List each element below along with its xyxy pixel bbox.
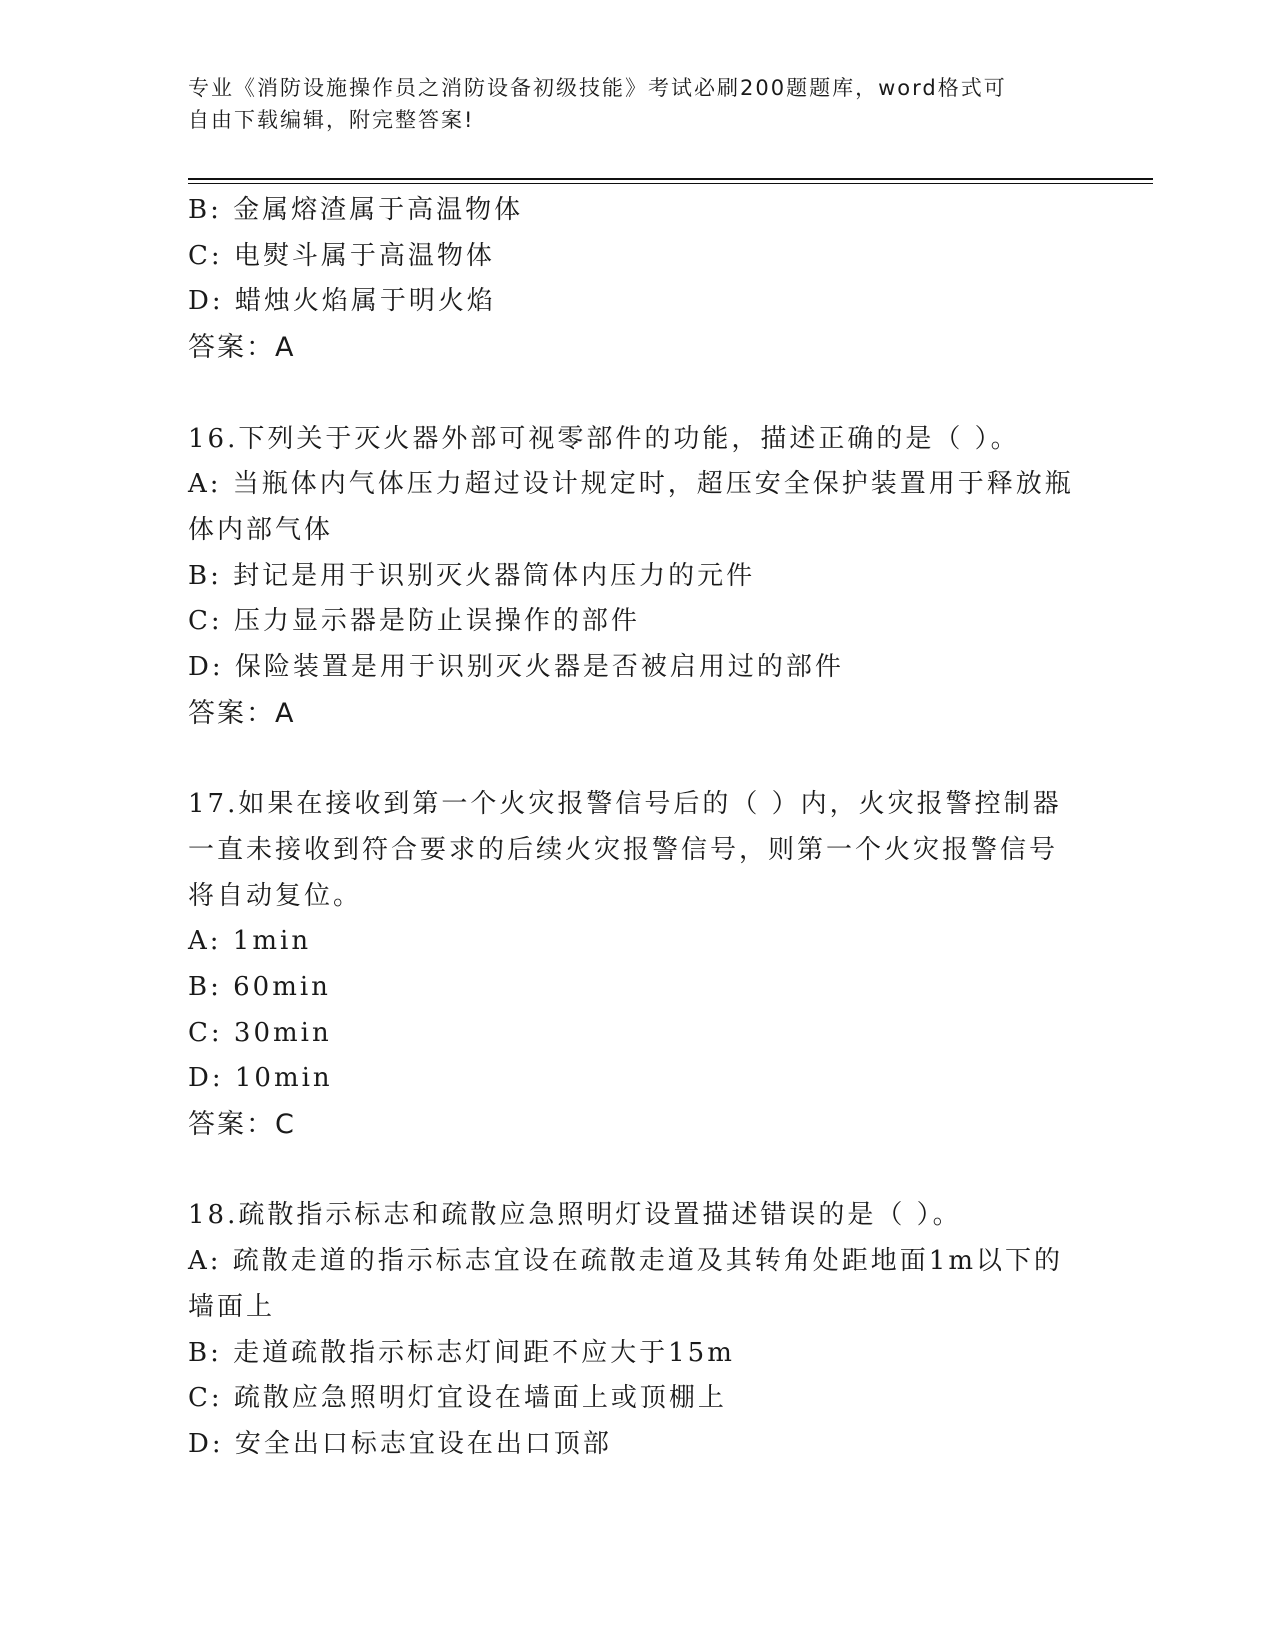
question-stem: 16.下列关于灭火器外部可视零部件的功能，描述正确的是（ ）。 [188, 423, 1020, 454]
question-15-tail [188, 188, 1088, 371]
header-line-2: 自由下载编辑，附完整答案! [188, 108, 475, 132]
question-stem-line-3: 将自动复位。 [188, 880, 363, 911]
answer-label: 答案：A [188, 332, 296, 364]
question-18 [188, 1193, 1088, 1467]
option-b: B: 封记是用于识别灭火器筒体内压力的元件 [188, 560, 756, 591]
question-16 [188, 417, 1088, 737]
option-c: C: 30min [188, 1017, 332, 1048]
option-d: D: 安全出口标志宜设在出口顶部 [188, 1428, 612, 1459]
option-b: B: 60min [188, 971, 331, 1002]
answer-label: 答案：C [188, 1109, 296, 1141]
option-b: B: 金属熔渣属于高温物体 [188, 195, 524, 225]
question-17 [188, 782, 1088, 1148]
option-a-line-2: 墙面上 [188, 1291, 276, 1322]
option-a-line-1: A: 疏散走道的指示标志宜设在疏散走道及其转角处距地面1m以下的 [188, 1246, 1063, 1277]
spacer [188, 1148, 1088, 1194]
option-c: C: 疏散应急照明灯宜设在墙面上或顶棚上 [188, 1383, 727, 1414]
spacer [188, 371, 1088, 417]
header-line-1: 专业《消防设施操作员之消防设备初级技能》考试必刷200题题库，word格式可 [188, 76, 1007, 100]
option-d: D: 10min [188, 1063, 333, 1094]
option-b: B: 走道疏散指示标志灯间距不应大于15m [188, 1337, 735, 1368]
option-a-line-1: A: 当瓶体内气体压力超过设计规定时，超压安全保护装置用于释放瓶 [188, 469, 1074, 500]
option-c: C: 压力显示器是防止误操作的部件 [188, 606, 640, 637]
option-a-line-2: 体内部气体 [188, 514, 334, 545]
question-stem-line-1: 17.如果在接收到第一个火灾报警信号后的（ ）内，火灾报警控制器 [188, 789, 1062, 820]
option-c: C: 电熨斗属于高温物体 [188, 240, 495, 271]
answer-label: 答案：A [188, 697, 296, 729]
option-d: D: 保险装置是用于识别灭火器是否被启用过的部件 [188, 652, 844, 683]
header-divider-thin [188, 183, 1153, 184]
option-d: D: 蜡烛火焰属于明火焰 [188, 286, 496, 317]
document-header [188, 72, 1068, 136]
spacer [188, 736, 1088, 782]
question-content [188, 188, 1088, 1468]
option-a: A: 1min [188, 926, 312, 957]
question-stem-line-2: 一直未接收到符合要求的后续火灾报警信号，则第一个火灾报警信号 [188, 834, 1059, 865]
question-stem: 18.疏散指示标志和疏散应急照明灯设置描述错误的是（ ）。 [188, 1200, 962, 1231]
header-divider-thick [188, 178, 1153, 180]
